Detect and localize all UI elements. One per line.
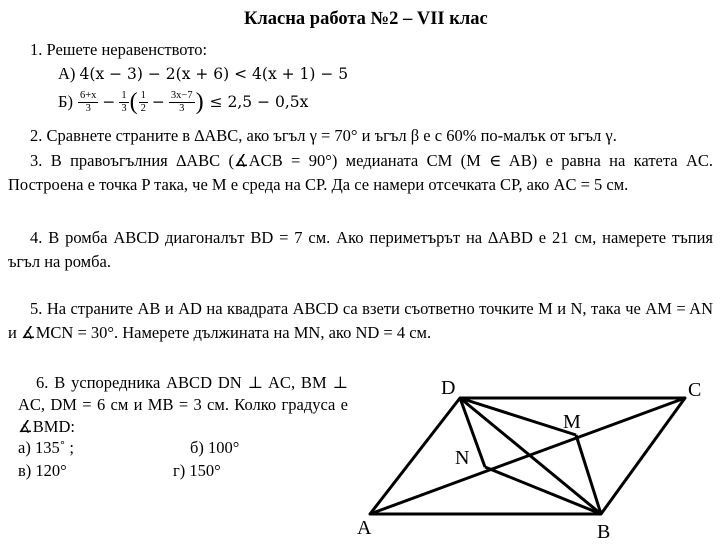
- segment-nb: [485, 467, 601, 514]
- fraction-1-denominator: 3: [85, 102, 91, 114]
- fraction-3-numerator: 1: [140, 89, 146, 101]
- parallelogram-figure: [355, 368, 715, 544]
- label-c: C: [688, 379, 702, 401]
- fraction-1-numerator: 6+x: [79, 89, 97, 101]
- diagonal-ac: [370, 398, 685, 514]
- task-1b-label: Б): [58, 92, 73, 111]
- task-1b-rhs: ≤ 2,5 − 0,5x: [209, 93, 309, 111]
- fraction-4: [169, 90, 195, 115]
- label-m: M: [563, 411, 581, 433]
- task-1a-label: А): [58, 64, 76, 83]
- fraction-2-numerator: 1: [121, 89, 127, 101]
- task-5: 5. На страните AB и AD на квадрата ABCD са взети съответно точките M и N, така че AM = AN и ∡MCN = 30°. Намерете дължината на MN, ако ND = 4 см.: [8, 299, 713, 342]
- task-1b: [58, 86, 308, 118]
- task-1-prompt: 1. Решете неравенството:: [30, 40, 208, 59]
- fraction-3-denominator: 2: [140, 102, 146, 114]
- fraction-1: [78, 90, 98, 115]
- close-paren: ): [195, 89, 204, 115]
- label-a: A: [357, 517, 372, 539]
- page-title: Класна работа №2 – VII клас: [244, 9, 488, 29]
- segment-dm: [460, 398, 576, 435]
- open-paren: (: [129, 89, 138, 115]
- option-a: а) 135˚ ;: [18, 438, 74, 457]
- option-d: г) 150°: [173, 461, 221, 480]
- fraction-3: [139, 90, 148, 115]
- option-b: б) 100°: [190, 438, 240, 457]
- task-6: 6. В успоредника ABCD DN ⊥ AC, BM ⊥ AC, DM = 6 см и MB = 3 см. Колко градуса е ∡BMD:: [18, 373, 348, 436]
- label-n: N: [455, 447, 470, 469]
- label-d: D: [441, 377, 456, 399]
- fraction-2-denominator: 3: [121, 102, 127, 114]
- minus-sign-1: −: [102, 93, 116, 111]
- fraction-4-numerator: 3x−7: [170, 89, 193, 101]
- fraction-4-denominator: 3: [179, 102, 185, 114]
- minus-sign-2: −: [151, 93, 165, 111]
- task-1a-expression: 4(x − 3) − 2(x + 6) < 4(x + 1) − 5: [79, 65, 349, 83]
- option-c: в) 120°: [18, 461, 67, 480]
- task-2: 2. Сравнете страните в ∆ABC, ако ъгъл γ = 70° и ъгъл β е с 60% по-малък от ъгъл γ.: [30, 126, 617, 145]
- task-1a: [58, 64, 348, 84]
- label-b: B: [597, 521, 611, 543]
- task-3: 3. В правоъгълния ∆ABC (∡ACB = 90°) медианата CM (M ∈ AB) е равна на катета AC. Построена е точка P така, че M е среда на CP. Да се намери отсечката CP, aко AC = 5 см.: [8, 151, 713, 194]
- task-4: 4. В ромба ABCD диагоналът BD = 7 см. Ако периметърът на ∆ABD е 21 см, намерете тъпия ъгъл на ромба.: [8, 228, 713, 271]
- fraction-2: [119, 90, 128, 115]
